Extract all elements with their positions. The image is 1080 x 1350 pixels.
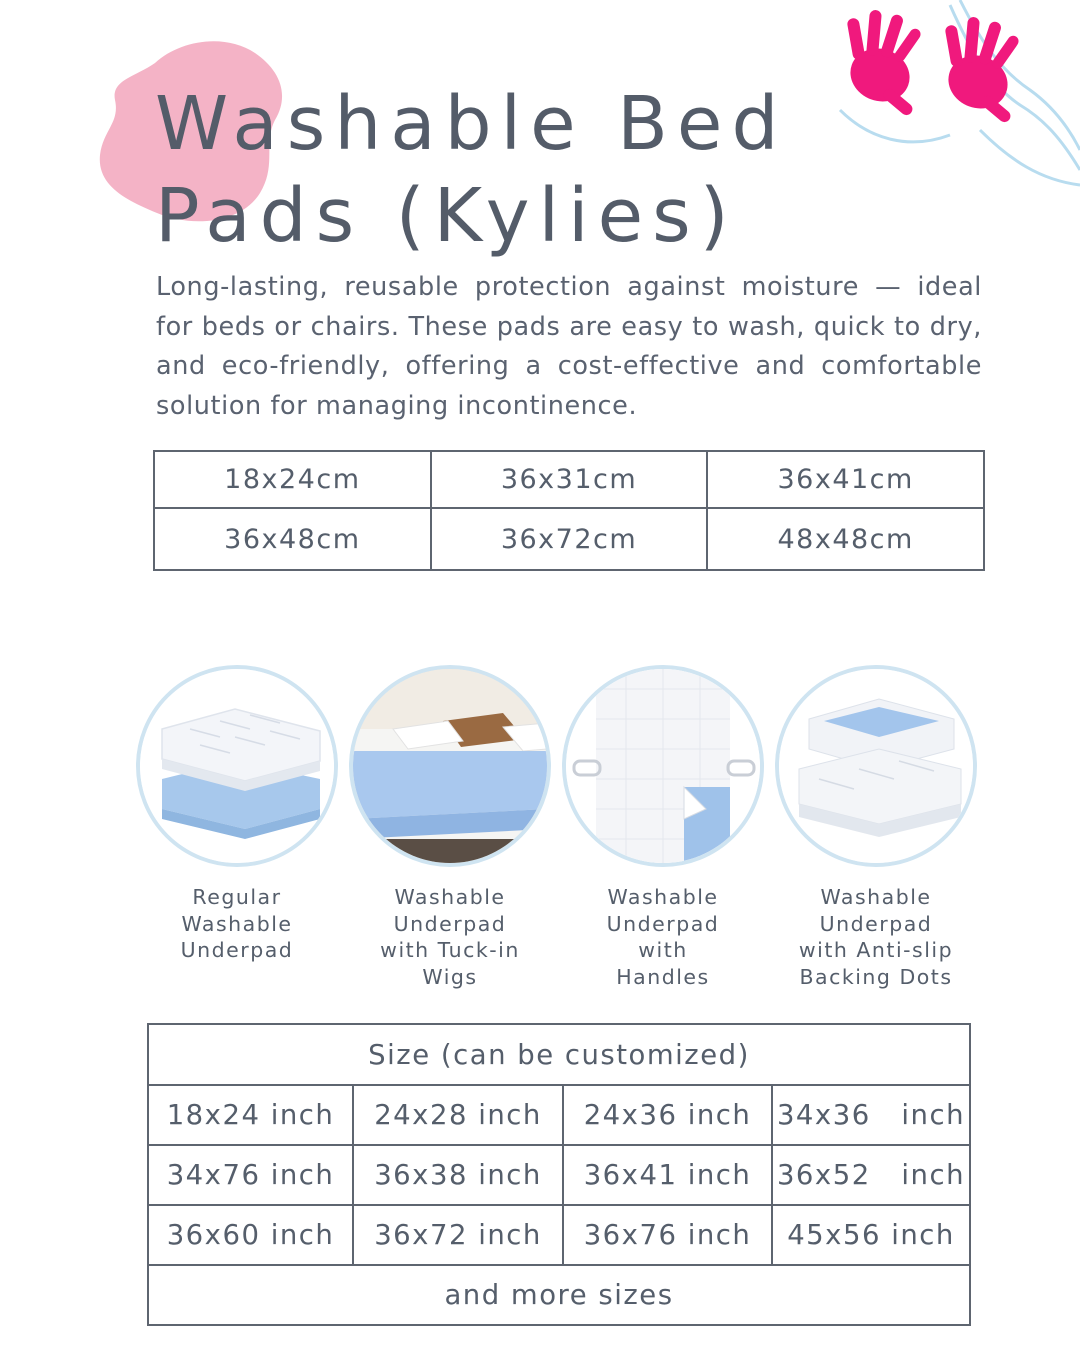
table-cell: 24x28 inch	[353, 1085, 563, 1145]
product-card-tuck-in[interactable]	[343, 665, 557, 990]
table-row	[148, 1145, 970, 1205]
product-label: Washable Underpad with Anti-slip Backing Dots	[798, 885, 954, 989]
table-footer: and more sizes	[148, 1265, 970, 1325]
table-cell: 36x31cm	[431, 451, 708, 508]
product-label: Washable Underpad with Handles	[606, 885, 720, 989]
bed-with-underpad-image	[349, 665, 551, 867]
table-cell: 18x24 inch	[148, 1085, 353, 1145]
product-card-regular[interactable]	[130, 665, 344, 964]
product-label: Washable Underpad with Tuck-in Wigs	[380, 885, 520, 989]
table-row	[148, 1205, 970, 1265]
table-row	[154, 451, 984, 508]
table-cell: 36x38 inch	[353, 1145, 563, 1205]
table-cell: 36x48cm	[154, 508, 431, 570]
table-cell: 45x56 inch	[772, 1205, 970, 1265]
title-line-2: Pads (Kylies)	[155, 173, 738, 259]
table-cell: 36x41cm	[707, 451, 984, 508]
stacked-pads-image	[136, 665, 338, 867]
table-cell: 18x24cm	[154, 451, 431, 508]
folded-pads-image	[775, 665, 977, 867]
cm-size-table	[153, 450, 985, 571]
table-cell: 36x76 inch	[563, 1205, 772, 1265]
title-line-1: Washable Bed	[155, 81, 788, 167]
table-header: Size (can be customized)	[148, 1024, 970, 1085]
product-card-handles[interactable]	[556, 665, 770, 990]
table-footer-row	[148, 1265, 970, 1325]
table-cell: 36x52 inch	[772, 1145, 970, 1205]
product-card-anti-slip[interactable]	[769, 665, 983, 990]
table-cell: 24x36 inch	[563, 1085, 772, 1145]
table-cell: 34x36 inch	[772, 1085, 970, 1145]
table-cell: 48x48cm	[707, 508, 984, 570]
table-row	[148, 1085, 970, 1145]
underpad-with-handles-image	[562, 665, 764, 867]
handprints-decoration	[830, 0, 1080, 200]
table-cell: 36x72 inch	[353, 1205, 563, 1265]
table-cell: 36x72cm	[431, 508, 708, 570]
product-description: Long-lasting, reusable protection against moisture — ideal for beds or chairs. These pads are easy to wash, quick to dry, and eco-friendly, offering a cost-effective and comfortable solution for managing incontinence.	[156, 272, 982, 421]
table-cell: 36x60 inch	[148, 1205, 353, 1265]
page-title	[155, 78, 787, 262]
table-cell: 34x76 inch	[148, 1145, 353, 1205]
product-label: Regular Washable Underpad	[180, 885, 294, 962]
table-cell: 36x41 inch	[563, 1145, 772, 1205]
table-row	[154, 508, 984, 570]
inch-size-table	[147, 1023, 971, 1326]
table-header-row	[148, 1024, 970, 1085]
product-variants	[130, 665, 990, 995]
